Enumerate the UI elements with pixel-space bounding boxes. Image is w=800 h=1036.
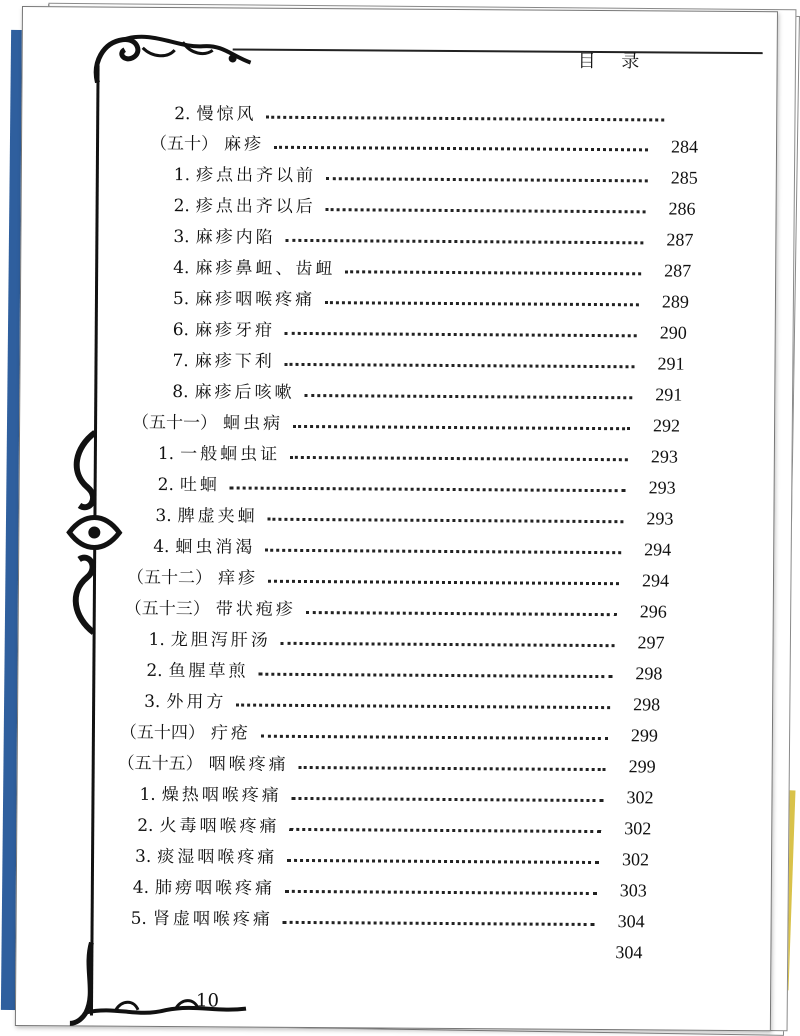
toc-item: 4. 蛔虫消渴 294 <box>153 536 672 560</box>
toc-chapter: （五十一） 蛔虫病 292 <box>132 412 681 436</box>
toc-item: 2. 火毒咽喉疼痛 302 <box>137 815 652 839</box>
toc-item: 3. 麻疹内陷 287 <box>173 227 694 250</box>
section-title: 目 录 <box>577 50 650 73</box>
toc-item: 2. 鱼腥草煎 298 <box>146 660 663 684</box>
toc-item: 1. 龙胆泻肝汤 297 <box>148 629 665 653</box>
toc-item: 1. 一般蛔虫证 293 <box>157 443 678 467</box>
toc-item: 1. 燥热咽喉疼痛 302 <box>139 784 654 808</box>
toc-item: 3. 脾虚夹蛔 293 <box>155 505 674 529</box>
toc-chapter: （五十三） 带状疱疹 296 <box>124 598 667 622</box>
toc-item: 6. 麻疹牙疳 290 <box>172 320 687 343</box>
corner-ornament-top <box>82 27 252 88</box>
toc-chapter: （五十四） 疔疮 299 <box>119 722 658 746</box>
toc-item: 3. 外用方 298 <box>144 691 661 715</box>
toc-item: 5. 麻疹咽喉疼痛 289 <box>172 289 690 312</box>
toc-item: 8. 麻疹后咳嗽 291 <box>172 382 683 405</box>
toc-item: 7. 麻疹下利 291 <box>172 351 685 374</box>
toc-item: 3. 痰湿咽喉疼痛 302 <box>134 846 650 870</box>
toc-item: 2. 吐蛔 293 <box>157 474 676 498</box>
toc-chapter: （五十二） 痒疹 294 <box>126 567 670 591</box>
side-ornament <box>59 427 130 637</box>
toc-item: 4. 麻疹鼻衄、齿衄 287 <box>173 258 692 281</box>
toc-item: 2. 疹点出齐以后 286 <box>173 196 696 219</box>
toc-page <box>15 6 778 1031</box>
toc-item: 1. 疹点出齐以前 285 <box>173 165 698 188</box>
toc-item: 5. 肾虚咽喉疼痛 304 <box>130 908 645 932</box>
page-number: 10 <box>195 990 220 1012</box>
top-rule <box>233 48 763 54</box>
toc-chapter: （五十） 麻疹 284 <box>149 133 699 157</box>
toc-item: 4. 肺痨咽喉疼痛 303 <box>132 877 647 901</box>
toc-item: 2. 慢惊风 <box>174 96 674 127</box>
toc-chapter: （五十五） 咽喉疼痛 299 <box>117 753 656 777</box>
toc-item-page-only: 304 <box>615 942 643 963</box>
